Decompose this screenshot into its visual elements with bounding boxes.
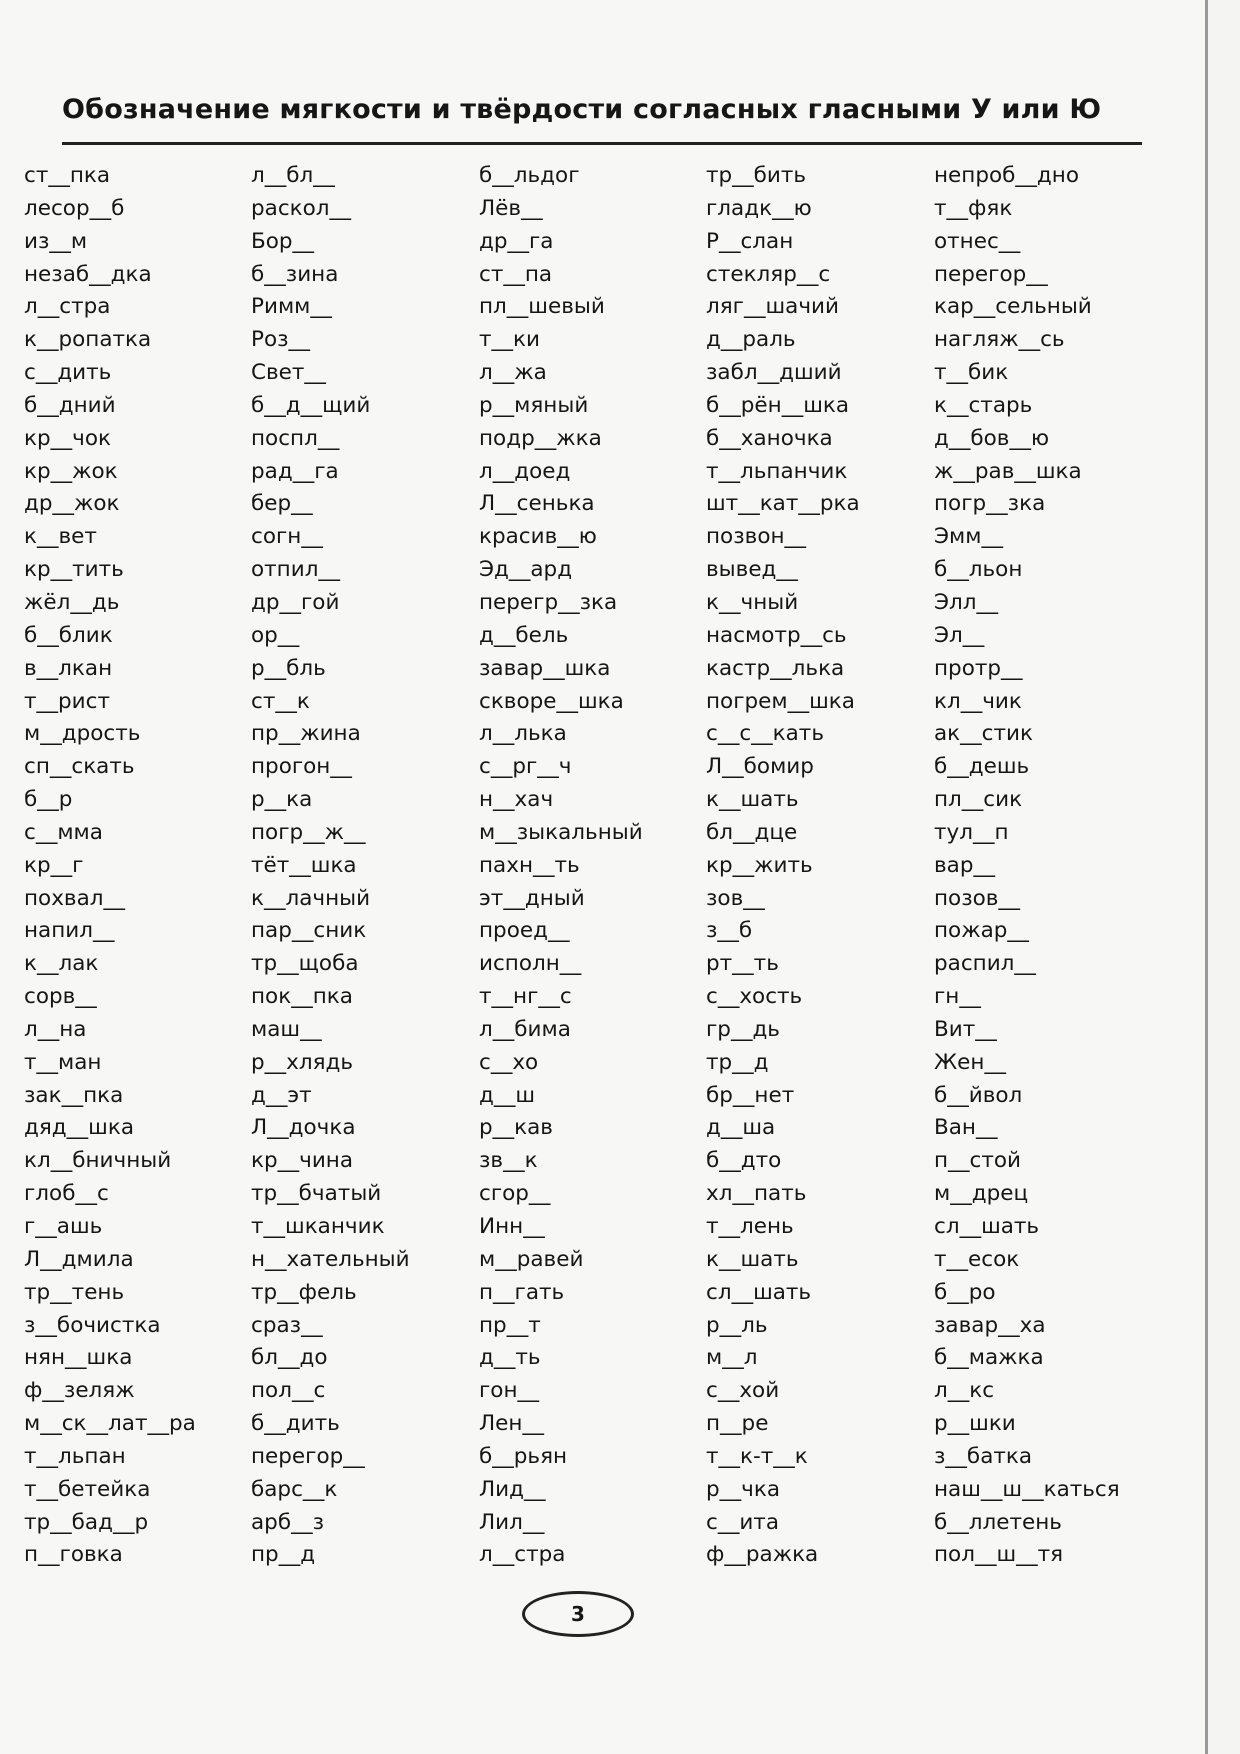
word-item: перегор__	[251, 1443, 365, 1469]
word-item: р__шки	[934, 1411, 1016, 1437]
word-item: ф__зеляж	[24, 1378, 135, 1404]
word-item: н__хательный	[251, 1246, 410, 1272]
word-item: глоб__с	[24, 1181, 109, 1207]
word-item: м__дрец	[934, 1181, 1029, 1207]
word-item: др__гой	[251, 589, 340, 615]
word-item: сорв__	[24, 984, 97, 1010]
word-item: пр__жина	[251, 721, 361, 747]
word-item: б__ро	[934, 1279, 996, 1305]
word-item: вывед__	[706, 557, 798, 583]
word-item: кл__бничный	[24, 1148, 172, 1174]
word-item: л__на	[24, 1016, 87, 1042]
word-item: пожар__	[934, 918, 1029, 944]
word-item: бл__дце	[706, 819, 798, 845]
word-item: т__фяк	[934, 195, 1013, 221]
word-columns	[24, 160, 1204, 1600]
word-item: согн__	[251, 524, 323, 550]
word-item: м__ск__лат__ра	[24, 1411, 196, 1437]
word-item: Лёв__	[479, 195, 543, 221]
word-item: л__бима	[479, 1016, 571, 1042]
word-item: Лид__	[479, 1476, 546, 1502]
word-item: барс__к	[251, 1476, 338, 1502]
word-item: кр__тить	[24, 557, 124, 583]
word-item: пол__ш__тя	[934, 1542, 1064, 1568]
word-item: Римм__	[251, 294, 332, 320]
word-item: рад__га	[251, 458, 339, 484]
word-item: сл__шать	[934, 1214, 1040, 1239]
word-item: эт__дный	[479, 885, 585, 911]
word-item: позвон__	[706, 524, 807, 550]
word-item: зак__пка	[24, 1082, 124, 1108]
word-item: г__ашь	[24, 1214, 103, 1239]
word-column-3	[479, 160, 704, 1572]
word-item: завар__ха	[934, 1312, 1046, 1338]
word-item: м__л	[706, 1345, 758, 1371]
word-item: т__льпанчик	[706, 458, 848, 484]
word-item: гладк__ю	[706, 195, 812, 221]
word-item: тёт__шка	[251, 852, 357, 878]
word-item: Эд__ард	[479, 557, 573, 583]
word-item: арб__з	[251, 1509, 325, 1535]
word-item: Л__дочка	[251, 1115, 356, 1141]
word-item: р__кав	[479, 1115, 553, 1141]
word-item: незаб__дка	[24, 261, 152, 287]
word-item: дяд__шка	[24, 1115, 134, 1141]
word-item: б__льон	[934, 557, 1023, 583]
word-item: Л__бомир	[706, 754, 814, 780]
word-item: стекляр__с	[706, 261, 831, 287]
word-item: ор__	[251, 622, 300, 648]
word-item: р__мяный	[479, 392, 589, 418]
word-item: д__ть	[479, 1345, 541, 1371]
word-item: к__вет	[24, 524, 97, 550]
word-item: Лил__	[479, 1509, 545, 1535]
word-column-1	[24, 160, 249, 1572]
word-item: лесор__б	[24, 195, 125, 221]
word-item: сраз__	[251, 1312, 323, 1338]
word-item: распил__	[934, 951, 1036, 977]
word-item: погр__ж__	[251, 819, 366, 845]
word-item: б__ханочка	[706, 425, 833, 451]
word-item: т__бик	[934, 360, 1009, 386]
word-item: к__старь	[934, 392, 1033, 418]
word-item: л__доед	[479, 458, 571, 484]
word-item: т__есок	[934, 1246, 1020, 1272]
word-item: пр__т	[479, 1312, 541, 1338]
word-item: протр__	[934, 655, 1023, 681]
word-item: с__дить	[24, 360, 112, 386]
word-item: б__блик	[24, 622, 113, 648]
word-item: пл__шевый	[479, 294, 605, 320]
word-item: маш__	[251, 1016, 322, 1042]
word-item: б__р	[24, 787, 73, 813]
word-item: р__ка	[251, 787, 313, 813]
word-item: т__бетейка	[24, 1476, 151, 1502]
word-item: пок__пка	[251, 984, 353, 1010]
word-item: б__рьян	[479, 1443, 568, 1469]
word-item: Р__слан	[706, 228, 794, 254]
word-item: к__шать	[706, 1246, 799, 1272]
word-item: т__ки	[479, 327, 540, 353]
word-item: з__батка	[934, 1443, 1033, 1469]
word-item: тр__д	[706, 1049, 769, 1075]
word-item: прогон__	[251, 754, 352, 780]
word-item: к__ропатка	[24, 327, 152, 353]
word-item: т__к-т__к	[706, 1443, 808, 1469]
word-item: др__га	[479, 228, 554, 254]
word-item: л__стра	[24, 294, 111, 320]
word-item: тр__тень	[24, 1279, 125, 1305]
word-item: зв__к	[479, 1148, 538, 1174]
word-item: с__ита	[706, 1509, 779, 1535]
word-item: наш__ш__каться	[934, 1476, 1120, 1502]
word-item: Л__дмила	[24, 1246, 134, 1272]
word-item: гон__	[479, 1378, 540, 1404]
word-item: б__йвол	[934, 1082, 1023, 1108]
word-item: рт__ть	[706, 951, 779, 977]
word-item: сп__скать	[24, 754, 135, 780]
word-item: б__мажка	[934, 1345, 1044, 1371]
word-item: подр__жка	[479, 425, 602, 451]
word-item: к__лачный	[251, 885, 371, 911]
word-item: пр__д	[251, 1542, 316, 1568]
title-rule	[62, 142, 1142, 145]
word-item: проед__	[479, 918, 570, 944]
word-item: д__бель	[479, 622, 569, 648]
word-item: б__льдог	[479, 163, 580, 188]
word-item: ст__па	[479, 261, 553, 287]
word-item: гр__дь	[706, 1016, 780, 1042]
word-item: л__стра	[479, 1542, 566, 1568]
word-item: л__бл__	[251, 163, 335, 188]
word-item: р__ль	[706, 1312, 768, 1338]
word-item: забл__дший	[706, 360, 842, 386]
word-item: к__чный	[706, 589, 799, 615]
word-item: тр__бчатый	[251, 1181, 382, 1207]
word-item: с__мма	[24, 819, 103, 845]
word-item: б__дить	[251, 1411, 340, 1437]
word-item: ж__рав__шка	[934, 458, 1082, 484]
word-item: тр__фель	[251, 1279, 357, 1305]
word-item: тр__щоба	[251, 951, 359, 977]
word-item: бер__	[251, 491, 313, 517]
word-item: бр__нет	[706, 1082, 795, 1108]
word-item: б__дто	[706, 1148, 782, 1174]
word-item: пахн__ть	[479, 852, 580, 878]
word-item: красив__ю	[479, 524, 597, 550]
word-item: ф__ражка	[706, 1542, 819, 1568]
word-item: т__ман	[24, 1049, 102, 1075]
word-item: л__кс	[934, 1378, 995, 1404]
word-item: перегр__зка	[479, 589, 618, 615]
word-item: сл__шать	[706, 1279, 812, 1305]
word-item: с__хо	[479, 1049, 539, 1075]
word-item: пол__с	[251, 1378, 326, 1404]
word-item: л__лька	[479, 721, 567, 747]
word-item: т__шканчик	[251, 1214, 385, 1239]
word-item: т__льпан	[24, 1443, 126, 1469]
word-item: р__чка	[706, 1476, 781, 1502]
word-column-4	[706, 160, 931, 1572]
word-item: позов__	[934, 885, 1020, 911]
word-item: из__м	[24, 228, 88, 254]
word-item: хл__пать	[706, 1181, 807, 1207]
page-title: Обозначение мягкости и твёрдости согласных гласными У или Ю	[62, 94, 1102, 125]
word-item: б__рён__шка	[706, 392, 850, 418]
word-item: б__дний	[24, 392, 116, 418]
word-item: поспл__	[251, 425, 340, 451]
word-item: м__зыкальный	[479, 819, 643, 845]
word-item: Ван__	[934, 1115, 998, 1141]
word-item: сгор__	[479, 1181, 551, 1207]
word-item: Жен__	[934, 1049, 1006, 1075]
word-item: с__рг__ч	[479, 754, 572, 780]
word-item: пар__сник	[251, 918, 367, 944]
word-item: д__бов__ю	[934, 425, 1050, 451]
word-item: з__бочистка	[24, 1312, 161, 1338]
word-item: Элл__	[934, 589, 998, 615]
word-item: п__ре	[706, 1411, 769, 1437]
word-item: б__зина	[251, 261, 339, 287]
word-item: з__б	[706, 918, 753, 944]
word-item: с__с__кать	[706, 721, 824, 747]
word-item: жёл__дь	[24, 589, 120, 615]
word-item: кр__чок	[24, 425, 111, 451]
word-item: р__хлядь	[251, 1049, 354, 1075]
word-item: кр__г	[24, 852, 84, 878]
word-item: Бор__	[251, 228, 315, 254]
word-item: завар__шка	[479, 655, 611, 681]
word-item: тул__п	[934, 819, 1009, 845]
word-item: ак__стик	[934, 721, 1033, 747]
word-item: похвал__	[24, 885, 126, 911]
word-item: б__дешь	[934, 754, 1030, 780]
word-item: Роз__	[251, 327, 311, 353]
word-item: Эмм__	[934, 524, 1003, 550]
word-item: бл__до	[251, 1345, 328, 1371]
word-item: кастр__лька	[706, 655, 845, 681]
word-item: раскол__	[251, 195, 352, 221]
word-item: перегор__	[934, 261, 1048, 287]
word-item: Л__сенька	[479, 491, 595, 517]
word-item: непроб__дно	[934, 163, 1079, 188]
word-item: тр__бад__р	[24, 1509, 149, 1535]
word-item: нагляж__сь	[934, 327, 1065, 353]
word-item: м__равей	[479, 1246, 584, 1272]
word-item: тр__бить	[706, 163, 807, 188]
word-item: в__лкан	[24, 655, 113, 681]
word-item: погрем__шка	[706, 688, 855, 714]
page-edge	[1205, 0, 1208, 1754]
word-item: н__хач	[479, 787, 554, 813]
word-item: вар__	[934, 852, 995, 878]
word-item: шт__кат__рка	[706, 491, 860, 517]
word-item: исполн__	[479, 951, 582, 977]
word-item: пл__сик	[934, 787, 1023, 813]
word-item: т__нг__с	[479, 984, 572, 1010]
word-item: д__эт	[251, 1082, 312, 1108]
word-item: к__шать	[706, 787, 799, 813]
word-item: т__лень	[706, 1214, 794, 1239]
word-item: погр__зка	[934, 491, 1046, 517]
word-item: ст__к	[251, 688, 310, 714]
word-item: отнес__	[934, 228, 1021, 254]
word-item: д__раль	[706, 327, 796, 353]
word-item: кр__жить	[706, 852, 813, 878]
page-number: 3	[522, 1591, 634, 1637]
word-item: б__ллетень	[934, 1509, 1062, 1535]
word-item: скворе__шка	[479, 688, 624, 714]
word-item: Эл__	[934, 622, 985, 648]
word-item: кр__чина	[251, 1148, 354, 1174]
word-item: р__бль	[251, 655, 326, 681]
word-item: л__жа	[479, 360, 547, 386]
word-item: Свет__	[251, 360, 326, 386]
word-item: гн__	[934, 984, 981, 1010]
word-item: т__рист	[24, 688, 110, 714]
word-item: зов__	[706, 885, 765, 911]
word-item: м__дрость	[24, 721, 141, 747]
word-item: п__стой	[934, 1148, 1022, 1174]
word-item: к__лак	[24, 951, 99, 977]
word-item: д__ш	[479, 1082, 536, 1108]
word-item: отпил__	[251, 557, 340, 583]
word-item: Инн__	[479, 1214, 545, 1239]
word-item: Вит__	[934, 1016, 997, 1042]
word-item: кар__сельный	[934, 294, 1092, 320]
word-item: п__говка	[24, 1542, 123, 1568]
word-item: напил__	[24, 918, 115, 944]
word-item: ст__пка	[24, 163, 111, 188]
word-item: с__хость	[706, 984, 803, 1010]
word-item: нян__шка	[24, 1345, 133, 1371]
word-column-5	[934, 160, 1159, 1572]
word-item: б__д__щий	[251, 392, 371, 418]
word-item: Лен__	[479, 1411, 544, 1437]
word-item: п__гать	[479, 1279, 565, 1305]
word-item: кл__чик	[934, 688, 1022, 714]
word-column-2	[251, 160, 476, 1572]
word-item: с__хой	[706, 1378, 780, 1404]
word-item: ляг__шачий	[706, 294, 839, 320]
word-item: насмотр__сь	[706, 622, 847, 648]
word-item: д__ша	[706, 1115, 776, 1141]
word-item: кр__жок	[24, 458, 118, 484]
word-item: др__жок	[24, 491, 120, 517]
